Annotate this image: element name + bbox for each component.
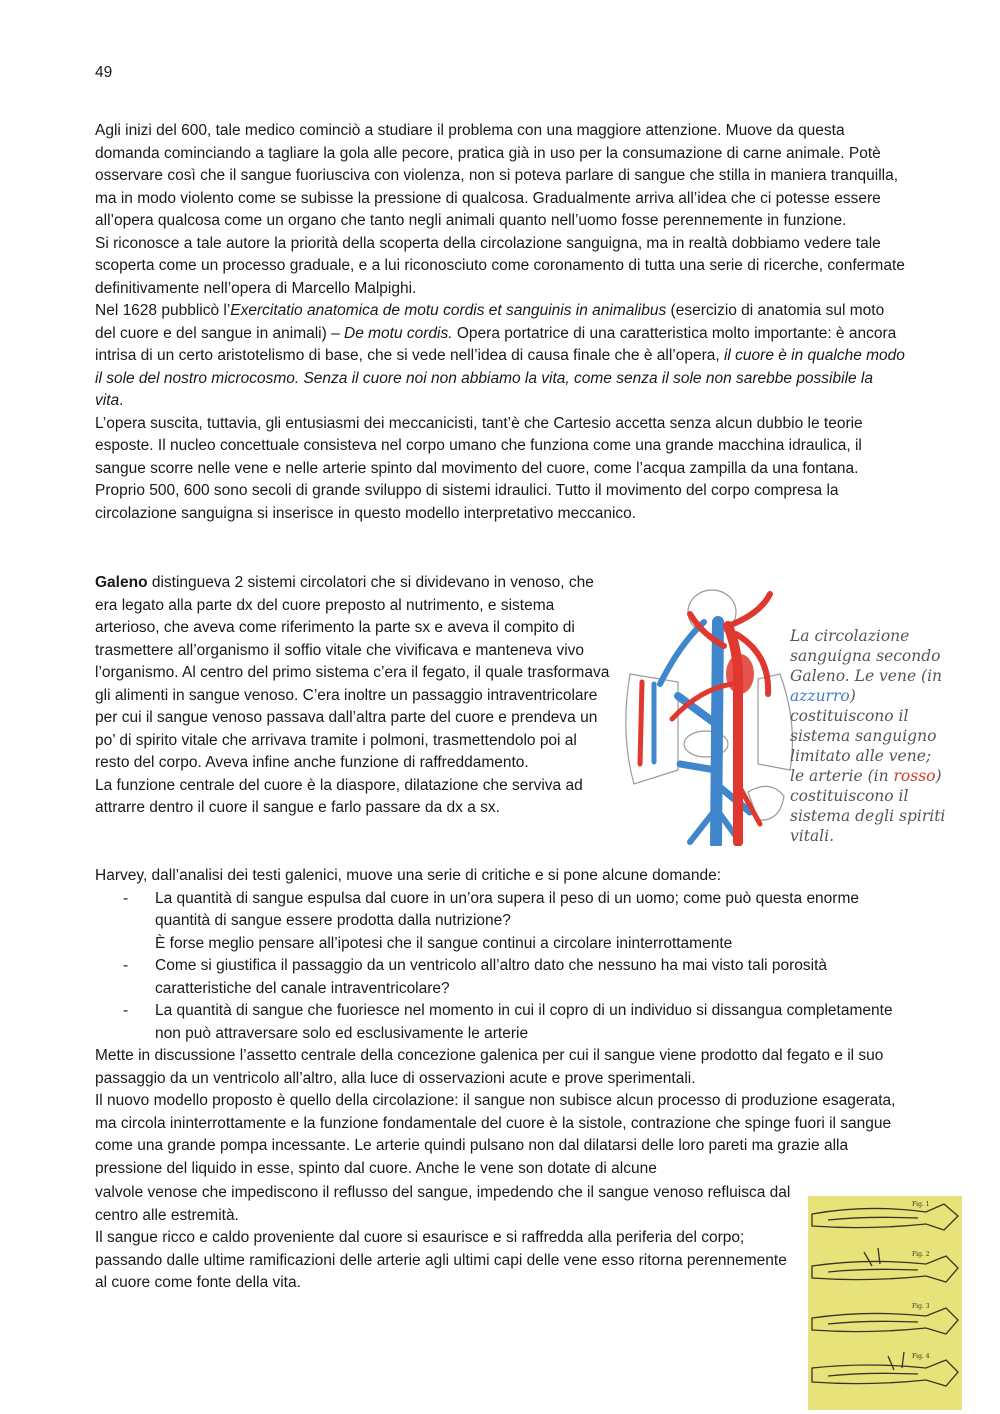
figure-caption [790,626,950,846]
caption-red-word: rosso [893,767,936,785]
text-run: ) costituiscono il sistema sanguigno limitato alle vene; le arterie (in [790,687,937,785]
intro-section [95,120,905,525]
galen-name: Galeno [95,574,148,591]
list-item [155,955,905,1000]
book-title: Exercitatio anatomica de motu cordis et sanguinis in animalibus [230,302,667,319]
harvey-arm-veins-illustration [808,1196,962,1410]
list-item [155,888,905,956]
text-run: ) costituiscono il sistema degli spiriti vitali. [790,767,946,845]
galen-section [95,572,610,820]
list-item-extra: È forse meglio pensare all’ipotesi che il sangue continui a circolare ininterrottamente [155,934,733,952]
text-run: Opera portatrice di una caratteristica molto importante: è ancora intrisa di un certo aristotelismo di base, che si vede nell’idea di causa finale che è all’opera, [95,324,897,364]
paragraph: Il sangue ricco e caldo proveniente dal cuore si esaurisce e si raffredda alla periferia del corpo; passando dalle ultime ramificazioni delle arterie agli ultimi capi delle vene esso ritorna perennemente al cuore come fonte della vita. [95,1229,787,1291]
figure-label: Fig. 4 [912,1353,930,1360]
figure-label: Fig. 2 [912,1251,930,1258]
paragraph: valvole venose che impediscono il reflusso del sangue, impedendo che il sangue venoso refluisca dal centro alle estremità. [95,1184,791,1224]
questions-list [95,888,905,1046]
text-run: La circolazione sanguigna secondo Galeno. Le vene (in [790,627,943,685]
list-item [155,1000,905,1045]
page-number: 49 [95,64,113,81]
harvey-section [95,865,905,1180]
closing-section [95,1182,795,1295]
paragraph: L’opera suscita, tuttavia, gli entusiasmi dei meccanicisti, tant’è che Cartesio accetta senza alcun dubbio le teorie esposte. Il nucleo concettuale consisteva nel corpo umano che funziona come una grande macchina idraulica, il sangue scorre nelle vene e nelle arterie spinto dal movimento del cuore, come l’acqua zampilla da una fontana. Proprio 500, 600 sono secoli di grande sviluppo di sistemi idraulici. Tutto il movimento del corpo compresa la circolazione sanguigna si inserisce in questo modello interpretativo meccanico. [95,414,863,522]
text-run: (esercizio di anatomia sul moto del cuore e del sangue in animali) – [95,302,885,342]
quote: il cuore è in qualche modo il sole del nostro microcosmo. Senza il cuore noi non abbiamo la vita, come senza il sole non sarebbe possibile la vita [95,347,905,409]
book-short-title: De motu cordis. [344,324,453,342]
list-item-text: La quantità di sangue che fuoriesce nel momento in cui il copro di un individuo si dissangua completamente non può attraversare solo ed esclusivamente le arterie [155,1002,893,1042]
paragraph-galen [95,572,610,775]
paragraph-de-motu-cordis [95,300,905,413]
paragraph: Mette in discussione l’assetto centrale della concezione galenica per cui il sangue viene prodotto dal fegato e il suo passaggio da un ventricolo all’altro, alla luce di osservazioni acute e prove sperimentali. [95,1047,884,1087]
paragraph: Harvey, dall’analisi dei testi galenici, muove una serie di critiche e si pone alcune domande: [95,867,722,884]
figure-label: Fig. 3 [912,1303,930,1310]
figure-label: Fig. 1 [912,1201,930,1208]
text-run: distingueva 2 sistemi circolatori che si dividevano in venoso, che era legato alla parte dx del cuore preposto al nutrimento, e sistema arterioso, che aveva come riferimento la parte sx e aveva il compito di trasmettere all’organismo il soffio vitale che vivificava e manteneva vivo l’organismo. Al centro del primo sistema c’era il fegato, il quale trasformava gli alimenti in sangue venoso. C’era inoltre un passaggio intraventricolare per cui il sangue venoso passava dall’altra parte del cuore e prendeva un po’ di spirito vitale che arrivava tramite i polmoni, trasmettendolo poi al resto del corpo. Aveva infine anche funzione di raffreddamento. [95,574,610,771]
list-item-text: La quantità di sangue espulsa dal cuore in un’ora supera il peso di un uomo; come può questa enorme quantità di sangue essere prodotta dalla nutrizione? [155,889,859,929]
list-item-text: Come si giustifica il passaggio da un ventricolo all’altro dato che nessuno ha mai visto tali porosità caratteristiche del canale intraventricolare? [155,957,828,997]
caption-blue-word: azzurro [790,687,850,705]
paragraph: Agli inizi del 600, tale medico cominciò a studiare il problema con una maggiore attenzione. Muove da questa domanda cominciando a tagliare la gola alle pecore, pratica già in uso per la consumazione di carne animale. Potè osservare così che il sangue fuoriusciva con violenza, non si poteva parlare di sangue che stilla in maniera tranquilla, ma in modo violento come se subisse la pressione di qualcosa. Gradualmente arriva all’idea che ci potesse essere all’opera qualcosa come un organo che tanto negli animali quanto nell’uomo fosse perennemente in funzione. [95,122,899,229]
text-run: Nel 1628 pubblicò l’ [95,302,231,319]
paragraph: Il nuovo modello proposto è quello della circolazione: il sangue non subisce alcun processo di produzione esagerata, ma circola ininterrottamente e la funzione fondamentale del cuore è la sistole, contrazione che spinge fuori il sangue come una grande pompa incessante. Le arterie quindi pulsano non dal dilatarsi delle loro pareti ma grazie alla pressione del liquido in esse, spinto dal cuore. Anche le vene son dotate di alcune [95,1092,896,1177]
text-run: . [119,392,124,409]
paragraph: La funzione centrale del cuore è la diaspore, dilatazione che serviva ad attrarre dentro il cuore il sangue e farlo passare da dx a sx. [95,776,583,816]
paragraph: Si riconosce a tale autore la priorità della scoperta della circolazione sanguigna, ma in realtà dobbiamo vedere tale scoperta come un processo graduale, e a lui riconosciuto come coronamento di tutta una serie di ricerche, confermate definitivamente nell’opera di Marcello Malpighi. [95,234,905,297]
